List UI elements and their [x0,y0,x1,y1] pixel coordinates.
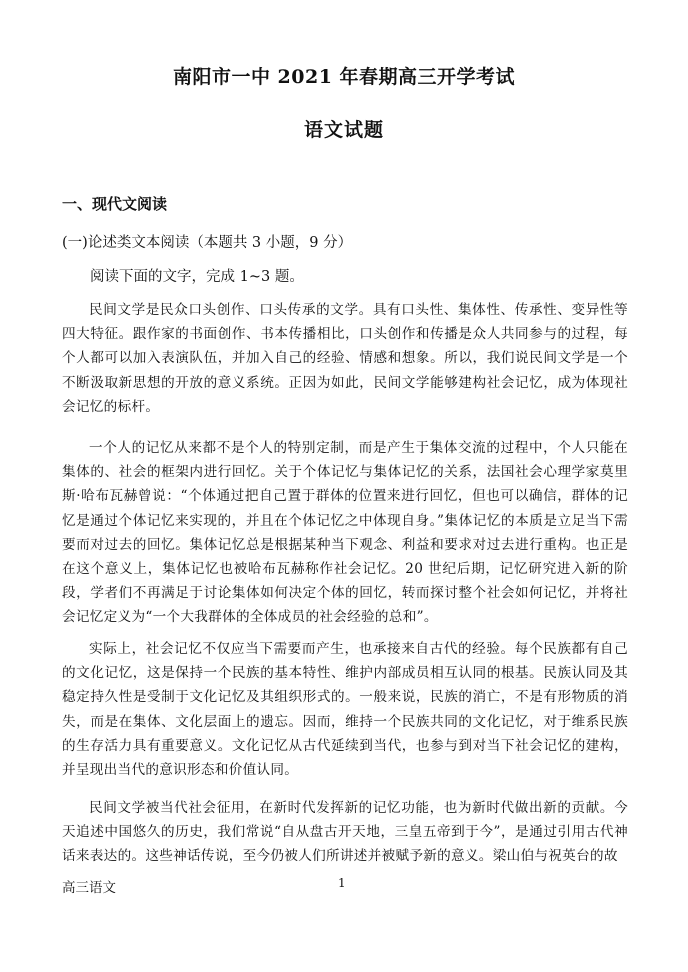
passage-paragraph-3: 实际上，社会记忆不仅应当下需要而产生，也承接来自古代的经验。每个民族都有自己的文化记忆，这是保持一个民族的基本特性、维护内部成员相互认同的根基。民族认同及其稳定持久性是受制于文化记忆及其组织形式的。一般来说，民族的消亡，不是有形物质的消失，而是在集体、文化层面上的遗忘。因而，维持一个民族共同的文化记忆，对于维系民族的生存活力具有重要意义。文化记忆从古代延续到当代，也参与到对当下社会记忆的建构，并呈现出当代的意识形态和价值认同。 [62,641,628,779]
passage-paragraph-4: 民间文学被当代社会征用，在新时代发挥新的记忆功能，也为新时代做出新的贡献。今天追述中国悠久的历史，我们常说“自从盘古开天地，三皇五帝到于今”，是通过引用古代神话来表达的。这些神话传说，至今仍被人们所讲述并被赋予新的意义。梁山伯与祝英台的故 [62,800,628,865]
exam-subtitle: 语文试题 [303,119,384,141]
section-heading: 一、现代文阅读 [62,195,168,213]
footer-subject: 高三语文 [62,880,116,896]
exam-title: 南阳市一中 2021 年春期高三开学考试 [172,66,516,88]
subsection-heading: (一)论述类文本阅读（本题共 3 小题，9 分） [62,235,353,251]
page-number: 1 [338,876,346,890]
reading-instruction: 阅读下面的文字，完成 1~3 题。 [90,269,304,285]
passage-paragraph-1: 民间文学是民众口头创作、口头传承的文学。具有口头性、集体性、传承性、变异性等四大特征。跟作家的书面创作、书本传播相比，口头创作和传播是众人共同参与的过程，每个人都可以加入表演队伍，并加入自己的经验、情感和想象。所以，我们说民间文学是一个不断汲取新思想的开放的意义系统。正因为如此，民间文学能够建构社会记忆，成为体现社会记忆的标杆。 [62,302,628,415]
passage-paragraph-2: 一个人的记忆从来都不是个人的特别定制，而是产生于集体交流的过程中，个人只能在集体的、社会的框架内进行回忆。关于个体记忆与集体记忆的关系，法国社会心理学家莫里斯·哈布瓦赫曾说：“个体通过把自己置于群体的位置来进行回忆，但也可以确信，群体的记忆是通过个体记忆来实现的，并且在个体记忆之中体现自身。”集体记忆的本质是立足当下需要而对过去的回忆。集体记忆总是根据某种当下观念、利益和要求对过去进行重构。也正是在这个意义上，集体记忆也被哈布瓦赫称作社会记忆。20 世纪后期，记忆研究进入新的阶段，学者们不再满足于讨论集体如何决定个体的回忆，转而探讨整个社会如何记忆，并将社会记忆定义为“一个大我群体的全体成员的社会经验的总和”。 [62,440,628,626]
